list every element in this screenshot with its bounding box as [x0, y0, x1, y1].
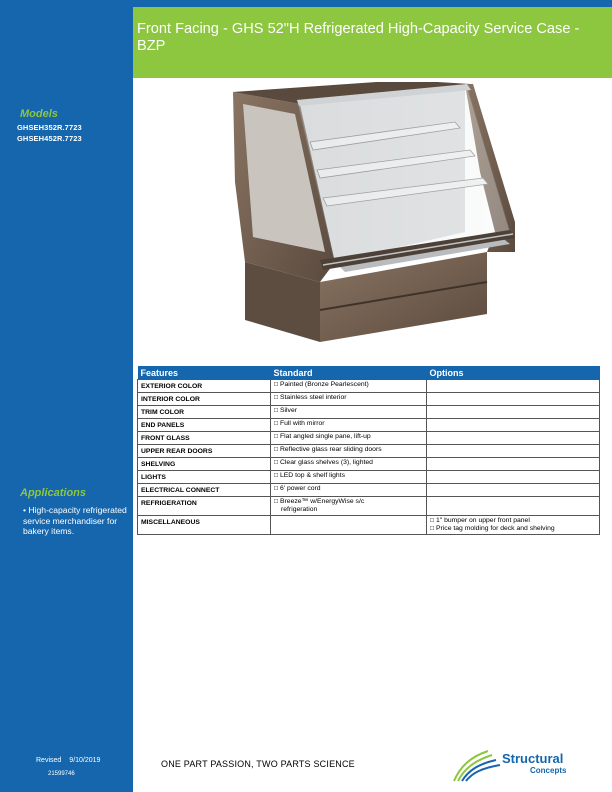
table-row — [138, 432, 600, 445]
options-cell — [427, 406, 600, 419]
standard-cell — [271, 406, 427, 419]
title-bar — [133, 0, 612, 78]
feature-cell: END PANELS — [138, 419, 271, 432]
model-number: GHSEH352R.7723 — [17, 123, 82, 132]
application-item: • High-capacity refrigerated service merchandiser for bakery items. — [23, 505, 127, 537]
standard-line: □ Stainless steel interior — [274, 394, 347, 401]
logo-subtext: Concepts — [530, 766, 567, 775]
standard-cell — [271, 516, 427, 535]
features-table-body — [138, 380, 600, 535]
options-cell — [427, 393, 600, 406]
table-row — [138, 406, 600, 419]
table-row — [138, 516, 600, 535]
options-cell — [427, 458, 600, 471]
standard-line: □ 6' power cord — [274, 485, 321, 492]
features-table — [137, 366, 600, 535]
feature-cell: MISCELLANEOUS — [138, 516, 271, 535]
standard-cell — [271, 458, 427, 471]
footer-slogan: ONE PART PASSION, TWO PARTS SCIENCE — [161, 759, 355, 769]
standard-cell — [271, 432, 427, 445]
options-line: □ 1" bumper on upper front panel — [430, 517, 530, 524]
feature-cell: TRIM COLOR — [138, 406, 271, 419]
options-cell — [427, 380, 600, 393]
table-header-row — [138, 366, 600, 380]
standard-cell — [271, 484, 427, 497]
standard-cell — [271, 393, 427, 406]
applications-heading: Applications — [20, 487, 87, 499]
company-logo — [452, 745, 592, 783]
revised-label: Revised — [36, 757, 62, 764]
options-cell — [427, 484, 600, 497]
options-cell — [427, 419, 600, 432]
models-heading: Models — [20, 108, 58, 120]
standard-line: □ LED top & shelf lights — [274, 472, 345, 479]
standard-cell — [271, 380, 427, 393]
standard-line: □ Painted (Bronze Pearlescent) — [274, 381, 369, 388]
standard-line: □ Reflective glass rear sliding doors — [274, 446, 382, 453]
options-line: □ Price tag molding for deck and shelving — [430, 525, 555, 532]
standard-line: □ Full with mirror — [274, 420, 325, 427]
logo-wordmark: Structural — [502, 751, 564, 766]
standard-cell — [271, 497, 427, 516]
table-row — [138, 471, 600, 484]
feature-cell: EXTERIOR COLOR — [138, 380, 271, 393]
options-cell — [427, 516, 600, 535]
options-cell — [427, 445, 600, 458]
feature-cell: LIGHTS — [138, 471, 271, 484]
feature-cell: ELECTRICAL CONNECT — [138, 484, 271, 497]
table-row — [138, 484, 600, 497]
table-row — [138, 393, 600, 406]
product-image — [225, 82, 525, 357]
table-row — [138, 445, 600, 458]
table-row — [138, 497, 600, 516]
feature-cell: SHELVING — [138, 458, 271, 471]
standard-line: □ Flat angled single pane, lift-up — [274, 433, 371, 440]
feature-cell: INTERIOR COLOR — [138, 393, 271, 406]
feature-cell: UPPER REAR DOORS — [138, 445, 271, 458]
standard-cell — [271, 471, 427, 484]
options-cell — [427, 432, 600, 445]
options-cell — [427, 497, 600, 516]
table-header-options: Options — [427, 366, 600, 380]
left-sidebar — [0, 0, 133, 792]
logo-swoosh-icon — [452, 745, 502, 783]
standard-line: □ Breeze™ w/EnergyWise s/c — [274, 498, 365, 505]
document-number: 21599746 — [48, 771, 75, 777]
feature-cell: REFRIGERATION — [138, 497, 271, 516]
table-row — [138, 419, 600, 432]
standard-cell — [271, 419, 427, 432]
revised-date: 9/10/2019 — [69, 757, 101, 764]
table-header-features: Features — [138, 366, 271, 380]
standard-line: □ Silver — [274, 407, 297, 414]
revised-line — [36, 757, 108, 764]
model-number: GHSEH452R.7723 — [17, 134, 82, 143]
table-header-standard: Standard — [271, 366, 427, 380]
page-title: Front Facing - GHS 52"H Refrigerated High-Capacity Service Case - BZP — [137, 21, 580, 54]
standard-cell — [271, 445, 427, 458]
standard-line: refrigeration — [281, 506, 318, 513]
table-row — [138, 458, 600, 471]
standard-line: □ Clear glass shelves (3), lighted — [274, 459, 373, 466]
models-list — [17, 122, 82, 144]
feature-cell: FRONT GLASS — [138, 432, 271, 445]
options-cell — [427, 471, 600, 484]
table-row — [138, 380, 600, 393]
